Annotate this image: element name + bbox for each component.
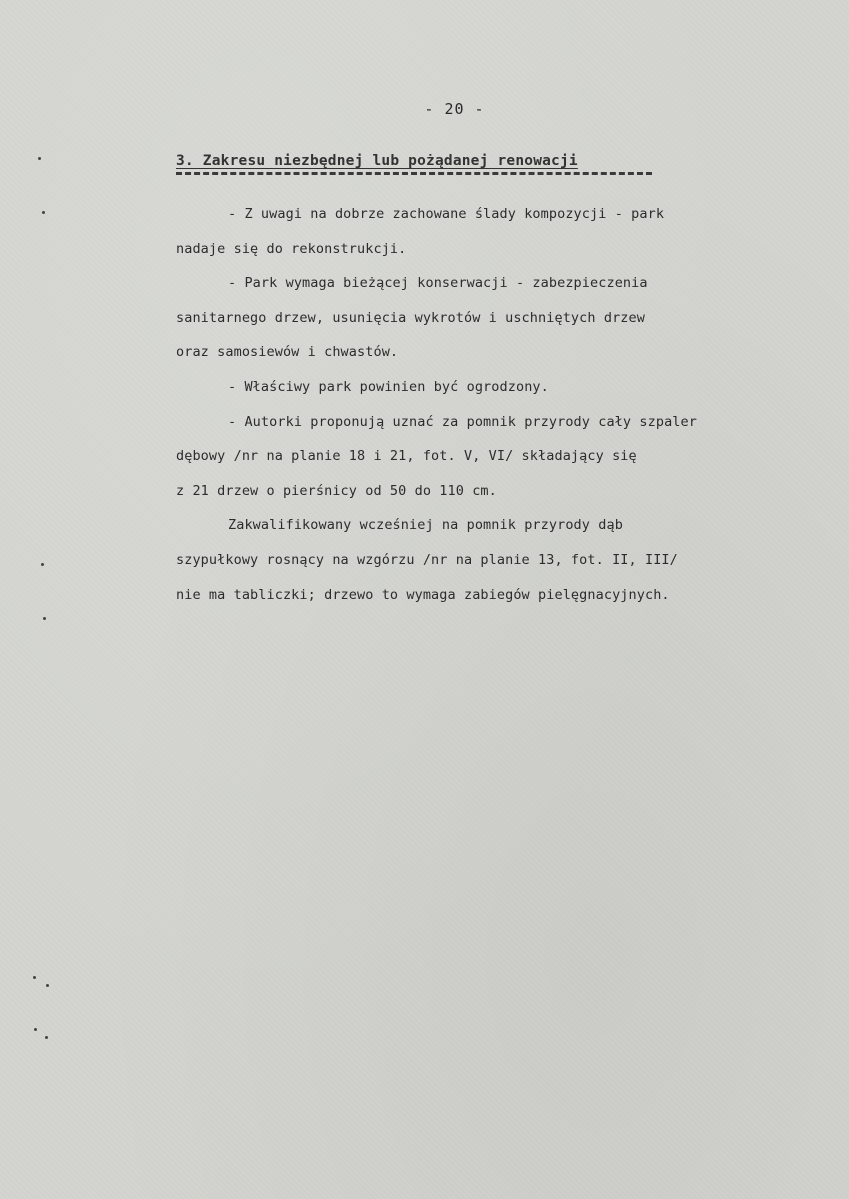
text-line: - Autorki proponują uznać za pomnik przyrody cały szpaler <box>228 413 697 430</box>
margin-dot <box>45 1036 48 1039</box>
section-heading: 3. Zakresu niezbędnej lub pożądanej renowacji <box>176 153 578 169</box>
margin-dot <box>38 157 41 160</box>
section-heading-block <box>176 153 656 175</box>
text-line: sanitarnego drzew, usunięcia wykrotów i uschniętych drzew <box>176 309 645 326</box>
text-line: - Park wymaga bieżącej konserwacji - zabezpieczenia <box>228 275 648 292</box>
margin-dot <box>43 617 46 620</box>
text-line: - Właściwy park powinien być ogrodzony. <box>228 378 549 395</box>
page-number: - 20 - <box>424 100 485 118</box>
margin-dot <box>33 976 36 979</box>
margin-dot <box>41 563 44 566</box>
body-text <box>176 197 816 612</box>
margin-dot <box>42 211 45 214</box>
text-line: nadaje się do rekonstrukcji. <box>176 240 407 257</box>
margin-dot <box>34 1028 37 1031</box>
text-line: szypułkowy rosnący na wzgórzu /nr na planie 13, fot. II, III/ <box>176 551 678 568</box>
text-line: dębowy /nr na planie 18 i 21, fot. V, VI/ składający się <box>176 448 637 465</box>
text-line: z 21 drzew o pierśnicy od 50 do 110 cm. <box>176 482 497 499</box>
margin-dot <box>46 984 49 987</box>
text-line: nie ma tabliczki; drzewo to wymaga zabiegów pielęgnacyjnych. <box>176 586 670 603</box>
text-line: oraz samosiewów i chwastów. <box>176 344 399 361</box>
text-line: Zakwalifikowany wcześniej na pomnik przyrody dąb <box>228 517 623 534</box>
text-line: - Z uwagi na dobrze zachowane ślady kompozycji - park <box>228 206 665 222</box>
heading-double-underline <box>176 172 652 175</box>
